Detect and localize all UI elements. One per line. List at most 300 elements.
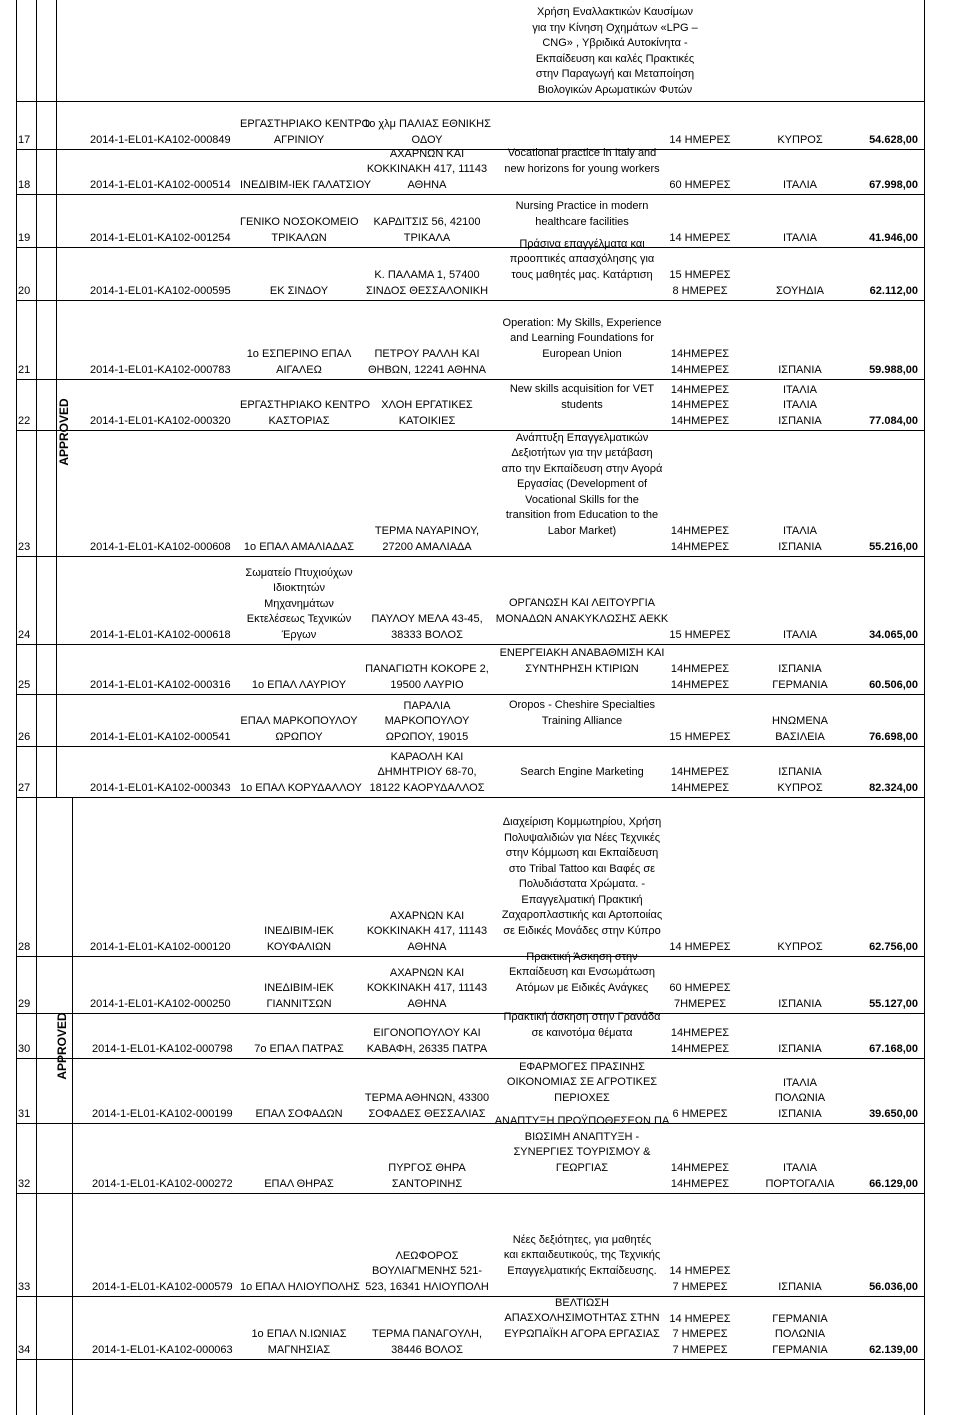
project-code: [92, 1343, 242, 1359]
project-code-line: 2014-1-EL01-KA102-000199: [92, 1107, 233, 1120]
row-number: [18, 284, 38, 300]
address-line: ΚΑΡΑΟΛΗ ΚΑΙ: [390, 750, 464, 763]
address: [358, 215, 496, 246]
row-number: [18, 231, 38, 247]
organisation-line: Έργων: [281, 628, 317, 641]
duration: [656, 1264, 744, 1295]
project-topic-line: Operation: My Skills, Experience: [502, 316, 662, 329]
grant-amount-line: 62.139,00: [869, 1343, 918, 1356]
organisation-line: 1ο ΕΣΠΕΡΙΝΟ ΕΠΑΛ: [246, 348, 352, 360]
row-number: [18, 1042, 38, 1058]
duration-line: 15 ΗΜΕΡΕΣ: [669, 628, 731, 641]
project-code-line: 2014-1-EL01-KA102-000063: [92, 1343, 233, 1356]
address-line: ΚΑΒΑΦΗ, 26335 ΠΑΤΡΑ: [366, 1042, 488, 1055]
grid-line-h: [16, 1123, 924, 1124]
address-line: 1ο χλμ ΠΑΛΙΑΣ ΕΘΝΙΚΗΣ: [363, 118, 491, 130]
row-number-line: 31: [18, 1107, 31, 1120]
country-line: ΙΤΑΛΙΑ: [782, 628, 818, 641]
grant-amount: [826, 1343, 918, 1359]
organisation-line: ΓΙΑΝΝΙΤΣΩΝ: [266, 997, 332, 1010]
project-topic-line: ΑΝΑΠΤΥΞΗ ΠΡΟΫΠΟΘΕΣΕΩΝ ΠΑ: [494, 1115, 670, 1127]
grant-amount-line: 66.129,00: [869, 1177, 918, 1190]
organisation-line: ΕΠΑΛ ΜΑΡΚΟΠΟΥΛΟΥ: [240, 715, 358, 727]
row-number-line: 34: [18, 1343, 31, 1356]
country-line: ΚΥΠΡΟΣ: [777, 781, 823, 794]
organisation-line: 1ο ΕΠΑΛ Ν.ΙΩΝΙΑΣ: [251, 1328, 347, 1340]
grant-amount-line: 56.036,00: [869, 1280, 918, 1293]
duration-line: 15 ΗΜΕΡΕΣ: [669, 269, 731, 281]
grid-line-h: [16, 1296, 924, 1297]
address-line: ΜΑΡΚΟΠΟΥΛΟΥ: [384, 715, 470, 727]
country-line: ΒΑΣΙΛΕΙΑ: [775, 730, 825, 743]
grant-amount: [826, 284, 918, 300]
project-code-line: 2014-1-EL01-KA102-000783: [90, 363, 231, 376]
address: [358, 1161, 496, 1192]
project-code-line: 2014-1-EL01-KA102-000514: [90, 178, 231, 191]
project-topic: [492, 950, 672, 997]
organisation: [240, 178, 372, 194]
address-line: ΑΘΗΝΑ: [407, 940, 447, 953]
duration-line: 14ΗΜΕΡΕΣ: [670, 383, 730, 396]
status-label-approved: APPROVED: [55, 1012, 69, 1080]
project-topic-line: ΒΙΩΣΙΜΗ ΑΝΑΠΤΥΞΗ -: [524, 1130, 640, 1143]
address-line: ΑΧΑΡΝΩΝ ΚΑΙ: [389, 147, 465, 160]
project-topic-line: ΕΥΡΩΠΑΪΚΗ ΑΓΟΡΑ ΕΡΓΑΣΙΑΣ: [504, 1327, 660, 1340]
project-code: [90, 178, 240, 194]
project-code-line: 2014-1-EL01-KA102-001254: [90, 231, 231, 244]
grant-amount-line: 82.324,00: [869, 781, 918, 794]
project-topic-line: and Learning Foundations for: [510, 332, 654, 344]
address-line: ΚΑΡΔΙΤΣΙΣ 56, 42100: [373, 216, 481, 228]
project-topic-line: σε Ειδικές Μονάδες στην Κύπρο: [503, 924, 661, 937]
country-line: ΚΥΠΡΟΣ: [777, 133, 823, 146]
organisation-line: 7ο ΕΠΑΛ ΠΑΤΡΑΣ: [254, 1042, 344, 1055]
project-topic-line: Training Alliance: [541, 714, 623, 727]
topic-header-text-line: Βιολογικών Αρωματικών Φυτών: [537, 83, 693, 96]
organisation: [240, 398, 371, 429]
organisation: [240, 1280, 358, 1296]
address: [358, 750, 496, 797]
country-line: ΙΤΑΛΙΑ: [782, 525, 818, 537]
address: [358, 612, 496, 643]
grant-amount: [826, 1042, 918, 1058]
organisation-line: Σωματείο Πτυχιούχων: [245, 566, 353, 579]
address-line: ΠΑΝΑΓΙΩΤΗ ΚΟΚΟΡΕ 2,: [365, 663, 489, 675]
project-code: [90, 363, 240, 379]
row-number: [18, 678, 38, 694]
duration-line: 6 ΗΜΕΡΕΣ: [672, 1107, 728, 1120]
row-number-line: 21: [18, 363, 31, 376]
project-topic-line: Εκπαίδευση και Ενσωμάτωση: [509, 966, 655, 978]
organisation: [240, 566, 358, 644]
project-code: [90, 781, 240, 797]
project-code-line: 2014-1-EL01-KA102-000320: [90, 414, 231, 427]
project-topic-line: απο την Εκπαίδευση στην Αγορά: [501, 462, 663, 475]
address: [358, 1026, 496, 1057]
row-number-line: 26: [18, 730, 31, 743]
row-number: [18, 540, 38, 556]
row-number: [18, 414, 38, 430]
duration: [656, 268, 744, 299]
country-line: ΙΣΠΑΝΙΑ: [778, 766, 822, 778]
grant-amount-line: 34.065,00: [869, 628, 918, 641]
grant-amount-line: 67.998,00: [869, 178, 918, 191]
grant-amount-line: 55.216,00: [869, 540, 918, 553]
project-topic-line: ΟΡΓΑΝΩΣΗ ΚΑΙ ΛΕΙΤΟΥΡΓΙΑ: [508, 597, 655, 609]
row-number-line: 32: [18, 1177, 31, 1190]
country-line: ΙΣΠΑΝΙΑ: [778, 997, 822, 1010]
address: [358, 909, 496, 956]
organisation: [240, 781, 362, 797]
address-line: ΑΧΑΡΝΩΝ ΚΑΙ: [389, 966, 465, 979]
duration-line: 14 ΗΜΕΡΕΣ: [669, 940, 731, 953]
organisation-line: ΜΑΓΝΗΣΙΑΣ: [267, 1343, 331, 1356]
project-topic-line: Επαγγελματική Πρακτική: [521, 893, 643, 906]
project-topic: [492, 237, 672, 284]
organisation-line: 1ο ΕΠΑΛ ΗΛΙΟΥΠΟΛΗΣ: [240, 1280, 360, 1293]
duration-line: 7 ΗΜΕΡΕΣ: [672, 1343, 728, 1356]
project-code: [90, 678, 240, 694]
grant-amount: [826, 781, 918, 797]
address-line: ΑΘΗΝΑ: [407, 178, 447, 191]
project-code: [90, 730, 240, 746]
grant-amount: [826, 997, 918, 1013]
duration-line: 14ΗΜΕΡΕΣ: [670, 1042, 730, 1055]
row-number: [18, 133, 38, 149]
organisation-line: ΕΠΑΛ ΣΟΦΑΔΩΝ: [255, 1107, 343, 1120]
duration-line: 14ΗΜΕΡΕΣ: [670, 678, 730, 691]
country-line: ΙΣΠΑΝΙΑ: [778, 363, 822, 376]
country-line: ΣΟΥΗΔΙΑ: [775, 284, 825, 297]
address: [358, 268, 496, 299]
project-topic-line: New skills acquisition for VET: [509, 383, 655, 395]
row-number-line: 23: [18, 540, 31, 553]
row-number-line: 18: [18, 178, 31, 191]
project-topic-line: ΟΙΚΟΝΟΜΙΑΣ ΣΕ ΑΓΡΟΤΙΚΕΣ: [506, 1076, 658, 1088]
row-number-line: 25: [18, 678, 31, 691]
row-number: [18, 730, 38, 746]
topic-header-text-line: Χρήση Εναλλακτικών Καυσίμων: [536, 6, 694, 18]
organisation-line: 1ο ΕΠΑΛ ΚΟΡΥΔΑΛΛΟΥ: [240, 781, 362, 794]
project-topic: [492, 199, 672, 230]
address: [358, 699, 496, 746]
duration: [656, 662, 744, 693]
duration-line: 7 ΗΜΕΡΕΣ: [672, 1328, 728, 1340]
grant-amount: [826, 678, 918, 694]
project-topic-line: ΠΕΡΙΟΧΕΣ: [554, 1091, 610, 1104]
duration-line: 14ΗΜΕΡΕΣ: [670, 363, 730, 376]
project-topic-line: στην Κόμμωση και Εκπαίδευση: [505, 847, 659, 859]
duration: [656, 1161, 744, 1192]
row-number-line: 20: [18, 284, 31, 297]
duration-line: 14ΗΜΕΡΕΣ: [670, 766, 730, 778]
country-line: ΚΥΠΡΟΣ: [777, 940, 823, 953]
duration-line: 14ΗΜΕΡΕΣ: [670, 525, 730, 537]
address-line: ΛΕΩΦΟΡΟΣ: [395, 1249, 459, 1262]
duration-line: 15 ΗΜΕΡΕΣ: [669, 730, 731, 743]
grant-amount-line: 62.756,00: [869, 940, 918, 953]
country-line: ΙΤΑΛΙΑ: [782, 231, 818, 244]
grid-line-h: [16, 644, 924, 645]
duration-line: 14ΗΜΕΡΕΣ: [670, 414, 730, 427]
row-number: [18, 178, 38, 194]
project-topic-line: ΣΥΝΕΡΓΙΕΣ ΤΟΥΡΙΣΜΟΥ &: [513, 1146, 651, 1158]
row-number-line: 17: [18, 133, 31, 146]
organisation: [240, 215, 358, 246]
project-topic-line: European Union: [542, 347, 622, 360]
organisation-line: ΚΑΣΤΟΡΙΑΣ: [268, 414, 330, 427]
project-topic-line: Search Engine Marketing: [520, 765, 644, 778]
project-topic-line: ΓΕΩΡΓΙΑΣ: [555, 1161, 609, 1174]
duration: [656, 383, 744, 430]
duration: [656, 524, 744, 555]
row-number: [18, 997, 38, 1013]
duration-line: 60 ΗΜΕΡΕΣ: [669, 982, 731, 994]
grant-amount: [826, 1107, 918, 1123]
row-number-line: 28: [18, 940, 31, 953]
project-topic-line: στο Tribal Tattoo και Βαφές σε: [508, 862, 656, 875]
address: [358, 966, 496, 1013]
grid-line-h: [16, 379, 924, 380]
address-line: 523, 16341 ΗΛΙΟΥΠΟΛΗ: [365, 1280, 489, 1293]
address-line: ΤΕΡΜΑ ΝΑΥΑΡΙΝΟΥ,: [374, 525, 480, 537]
project-topic-line: Vocational practice in Italy and: [507, 147, 657, 159]
country-line: ΙΣΠΑΝΙΑ: [778, 1042, 822, 1055]
project-code: [90, 997, 240, 1013]
project-code-line: 2014-1-EL01-KA102-000849: [90, 133, 231, 146]
project-topic-line: Oropos - Cheshire Specialties: [508, 699, 656, 711]
grant-amount: [826, 1280, 918, 1296]
duration-line: 14 ΗΜΕΡΕΣ: [669, 231, 731, 244]
grant-amount-line: 41.946,00: [869, 231, 918, 244]
project-code-line: 2014-1-EL01-KA102-000343: [90, 781, 231, 794]
organisation-line: ΑΓΡΙΝΙΟΥ: [273, 133, 325, 146]
country-line: ΙΣΠΑΝΙΑ: [778, 1107, 822, 1120]
country-line: ΙΤΑΛΙΑ: [782, 383, 818, 396]
grant-amount-line: 59.988,00: [869, 363, 918, 376]
address: [358, 147, 496, 194]
grid-line-h: [16, 746, 924, 747]
project-topic-line: new horizons for young workers: [504, 162, 660, 175]
project-code-line: 2014-1-EL01-KA102-000798: [92, 1042, 233, 1055]
country-line: ΓΕΡΜΑΝΙΑ: [772, 1343, 828, 1356]
duration-line: 60 ΗΜΕΡΕΣ: [669, 178, 731, 191]
address-line: ΤΡΙΚΑΛΑ: [403, 231, 451, 244]
address-line: ΑΘΗΝΑ: [407, 997, 447, 1010]
organisation-line: ΑΙΓΑΛΕΩ: [276, 363, 322, 376]
duration-line: 14 ΗΜΕΡΕΣ: [669, 1265, 731, 1277]
address: [358, 524, 496, 555]
project-topic-line: Ατόμων με Ειδικές Ανάγκες: [515, 981, 649, 994]
project-topic: [492, 698, 672, 729]
row-number-line: 30: [18, 1042, 31, 1055]
project-topic-line: Επαγγελματικής Εκπαίδευσης.: [507, 1264, 657, 1277]
address-line: ΚΟΚΚΙΝΑΚΗ 417, 11143: [366, 163, 488, 175]
country-line: ΙΣΠΑΝΙΑ: [778, 1280, 822, 1293]
address-line: ΣΙΝΔΟΣ ΘΕΣΣΑΛΟΝΙΚΗ: [365, 284, 489, 297]
address: [358, 1327, 496, 1358]
project-topic-line: προοπτικές απασχόλησης για: [509, 253, 655, 265]
organisation-line: ΙΝΕΔΙΒΙΜ-ΙΕΚ: [264, 982, 334, 994]
project-code-line: 2014-1-EL01-KA102-000608: [90, 540, 231, 553]
project-topic-line: ΕΝΕΡΓΕΙΑΚΗ ΑΝΑΒΑΘΜΙΣΗ ΚΑΙ: [499, 647, 665, 659]
project-topic-line: Vocational Skills for the: [525, 493, 639, 506]
duration-line: 14ΗΜΕΡΕΣ: [670, 1027, 730, 1039]
project-topic: [492, 1060, 672, 1107]
project-topic-line: ΣΥΝΤΗΡΗΣΗ ΚΤΙΡΙΩΝ: [525, 662, 639, 675]
project-topic: [492, 146, 672, 177]
duration: [656, 981, 744, 1012]
grant-amount: [826, 363, 918, 379]
grant-amount: [826, 730, 918, 746]
organisation-line: ΩΡΩΠΟΥ: [275, 730, 323, 743]
address: [358, 1249, 496, 1296]
project-code-line: 2014-1-EL01-KA102-000316: [90, 678, 231, 691]
grant-amount-line: 62.112,00: [869, 284, 918, 297]
grid-line-h: [16, 1359, 924, 1360]
project-topic: [492, 382, 672, 413]
country-line: ΙΤΑΛΙΑ: [782, 1162, 818, 1174]
organisation-line: ΕΡΓΑΣΤΗΡΙΑΚΟ ΚΕΝΤΡΟ: [240, 399, 371, 411]
grid-line-h: [16, 194, 924, 195]
country-line: ΓΕΡΜΑΝΙΑ: [772, 1312, 828, 1325]
address-line: ΚΑΤΟΙΚΙΕΣ: [398, 414, 456, 427]
duration-line: 14ΗΜΕΡΕΣ: [670, 781, 730, 794]
project-topic-line: Διαχείριση Κομμωτηρίου, Χρήση: [502, 816, 662, 828]
duration: [656, 730, 744, 746]
project-topic-line: τους μαθητές μας. Κατάρτιση: [511, 268, 653, 281]
organisation-line: ΚΟΥΦΑΛΙΩΝ: [266, 940, 332, 953]
country-line: ΙΤΑΛΙΑ: [782, 178, 818, 191]
project-topic-line: Εργασίας (Development of: [516, 478, 648, 490]
organisation: [240, 1042, 358, 1058]
address-line: ΠΑΥΛΟΥ ΜΕΛΑ 43-45,: [371, 613, 483, 625]
project-topic: [492, 1233, 672, 1280]
project-topic: [492, 1296, 672, 1343]
country-line: ΙΣΠΑΝΙΑ: [778, 540, 822, 553]
project-topic-line: Labor Market): [547, 524, 617, 537]
project-code-line: 2014-1-EL01-KA102-000541: [90, 730, 231, 743]
project-topic-line: students: [561, 398, 603, 411]
row-number: [18, 1107, 38, 1123]
row-number-line: 24: [18, 628, 31, 641]
address-line: ΚΟΚΚΙΝΑΚΗ 417, 11143: [366, 925, 488, 937]
duration-line: 8 ΗΜΕΡΕΣ: [672, 284, 728, 297]
project-code: [90, 133, 240, 149]
organisation-line: Μηχανημάτων: [264, 597, 334, 610]
project-topic-line: ΑΠΑΣΧΟΛΗΣΙΜΟΤΗΤΑΣ ΣΤΗΝ: [504, 1312, 660, 1324]
grid-line-v: [72, 798, 73, 1415]
organisation: [240, 1107, 358, 1123]
duration-line: 14ΗΜΕΡΕΣ: [670, 540, 730, 553]
project-code: [92, 1280, 242, 1296]
grid-line-h: [16, 797, 924, 798]
country-line: ΙΤΑΛΙΑ: [782, 1076, 818, 1089]
topic-header-text: [490, 5, 740, 98]
country-line: ΙΤΑΛΙΑ: [782, 399, 818, 411]
organisation-line: ΙΝΕΔΙΒΙΜ-ΙΕΚ: [264, 925, 334, 937]
project-code: [90, 231, 240, 247]
project-code: [90, 940, 240, 956]
grid-line-h: [16, 300, 924, 301]
duration-line: 14 ΗΜΕΡΕΣ: [669, 1312, 731, 1325]
project-code: [90, 414, 240, 430]
row-number: [18, 628, 38, 644]
project-topic-line: Ανάπτυξη Επαγγελματικών: [515, 431, 649, 444]
duration: [656, 178, 744, 194]
project-topic-line: transition from Education to the: [505, 509, 659, 521]
country-line: ΠΟΛΩΝΙΑ: [774, 1092, 826, 1104]
address: [358, 117, 496, 148]
row-number-line: 27: [18, 781, 31, 794]
grid-line-h: [16, 101, 924, 102]
project-topic-line: Ζαχαροπλαστικής και Αρτοποιίας: [501, 909, 663, 921]
grid-line-v: [36, 0, 37, 1415]
organisation: [240, 981, 358, 1012]
address-line: ΘΗΒΩΝ, 12241 ΑΘΗΝΑ: [367, 363, 487, 376]
row-number-line: 33: [18, 1280, 31, 1293]
project-topic-line: σε καινοτόμα θέματα: [531, 1026, 633, 1039]
address-line: ΤΕΡΜΑ ΑΘΗΝΩΝ, 43300: [364, 1092, 490, 1104]
project-topic-line: ΒΕΛΤΙΩΣΗ: [555, 1296, 609, 1309]
address-line: 38333 ΒΟΛΟΣ: [391, 628, 463, 641]
project-topic-line: Πολυψαλιδιών για Νέες Τεχνικές: [503, 831, 661, 844]
project-topic-line: ΕΦΑΡΜΟΓΕΣ ΠΡΑΣΙΝΗΣ: [519, 1060, 645, 1073]
grid-line-h: [16, 1058, 924, 1059]
row-number-line: 29: [18, 997, 31, 1010]
grant-amount: [826, 540, 918, 556]
project-topic-line: Δεξιοτήτων για την μετάβαση: [511, 447, 653, 459]
grid-line-h: [16, 1013, 924, 1014]
row-number: [18, 1280, 38, 1296]
project-code: [90, 628, 240, 644]
address-line: Κ. ΠΑΛΑΜΑ 1, 57400: [374, 269, 480, 281]
address-line: 38446 ΒΟΛΟΣ: [391, 1343, 463, 1356]
grant-amount-line: 60.506,00: [869, 678, 918, 691]
project-code-line: 2014-1-EL01-KA102-000618: [90, 628, 231, 641]
row-number: [18, 940, 38, 956]
organisation-line: ΕΠΑΛ ΘΗΡΑΣ: [264, 1177, 334, 1190]
organisation-line: 1ο ΕΠΑΛ ΑΜΑΛΙΑΔΑΣ: [243, 540, 355, 553]
address-line: 18122 ΚΑΟΡΥΔΑΛΛΟΣ: [369, 781, 485, 794]
topic-header-text-line: CNG» , Υβριδικά Αυτοκίνητα -: [542, 37, 688, 49]
address-line: ΒΟΥΛΙΑΓΜΕΝΗΣ 521-: [371, 1265, 483, 1277]
grant-amount: [826, 414, 918, 430]
project-topic: [492, 1114, 672, 1176]
grid-line-h: [16, 1193, 924, 1194]
project-topic: [492, 596, 672, 627]
country-line: ΠΟΛΩΝΙΑ: [774, 1328, 826, 1340]
grid-line-h: [16, 556, 924, 557]
grant-amount: [826, 1177, 918, 1193]
grant-amount: [826, 133, 918, 149]
address: [358, 662, 496, 693]
address-line: ΣΟΦΑΔΕΣ ΘΕΣΣΑΛΙΑΣ: [368, 1107, 486, 1120]
organisation: [240, 284, 358, 300]
grant-amount-line: 77.084,00: [869, 414, 918, 427]
duration-line: 14ΗΜΕΡΕΣ: [670, 1162, 730, 1174]
organisation-line: ΕΡΓΑΣΤΗΡΙΑΚΟ ΚΕΝΤΡΟ: [240, 118, 371, 130]
grant-amount-line: 39.650,00: [869, 1107, 918, 1120]
organisation: [240, 347, 358, 378]
organisation: [240, 678, 358, 694]
organisation-line: Ιδιοκτητών: [273, 582, 325, 594]
organisation-line: ΤΡΙΚΑΛΩΝ: [271, 231, 327, 244]
address-line: ΠΥΡΓΟΣ ΘΗΡΑ: [388, 1162, 466, 1174]
project-topic: [492, 431, 672, 540]
grant-amount: [826, 231, 918, 247]
duration: [656, 1026, 744, 1057]
